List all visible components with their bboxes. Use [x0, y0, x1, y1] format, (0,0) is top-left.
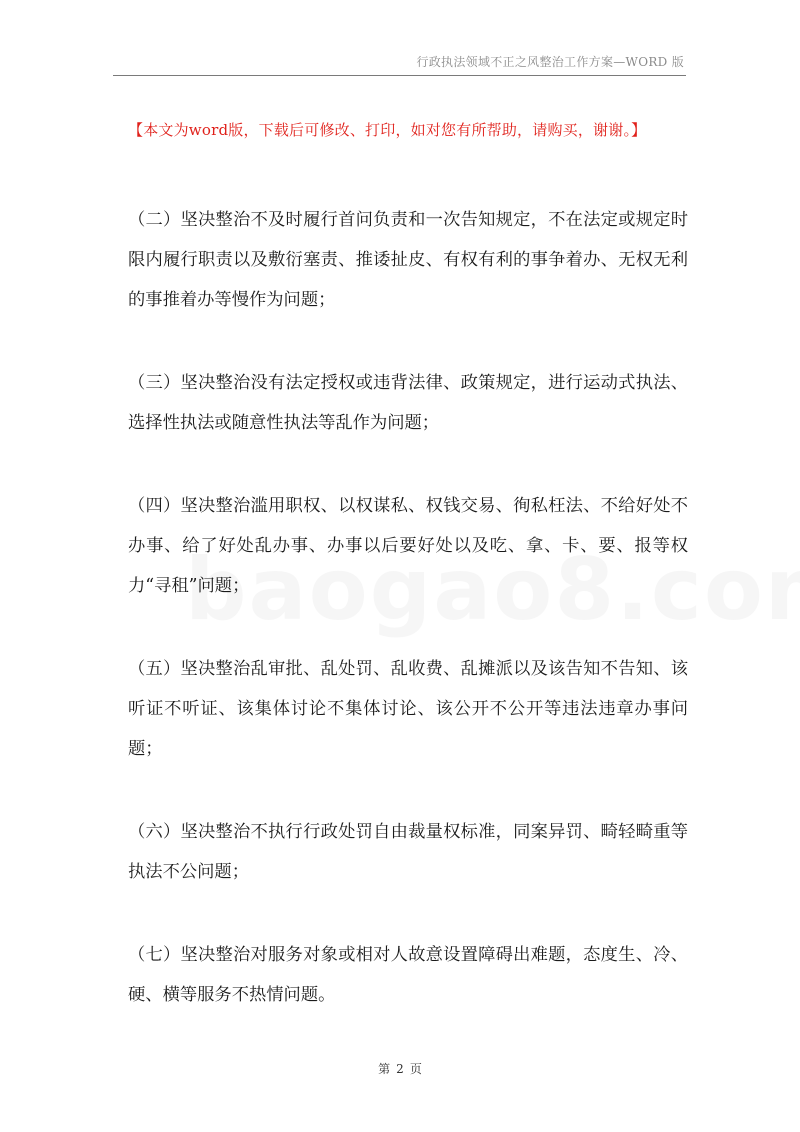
- document-body: [128, 200, 688, 1058]
- paragraph-item-4: （四）坚决整治滥用职权、以权谋私、权钱交易、徇私枉法、不给好处不办事、给了好处乱办事、办事以后要好处以及吃、拿、卡、要、报等权力“寻租”问题；: [128, 496, 688, 596]
- page-label-suffix: 页: [409, 1062, 422, 1076]
- paragraph-item-3: （三）坚决整治没有法定授权或违背法律、政策规定，进行运动式执法、选择性执法或随意性执法等乱作为问题；: [128, 373, 688, 433]
- running-header-title: 行政执法领域不正之风整治工作方案—WORD 版: [416, 55, 684, 69]
- purchase-notice: 【本文为word版，下载后可修改、打印，如对您有所帮助，请购买，谢谢。】: [128, 121, 647, 139]
- paragraph-item-5: （五）坚决整治乱审批、乱处罚、乱收费、乱摊派以及该告知不告知、该听证不听证、该集体讨论不集体讨论、该公开不公开等违法违章办事问题；: [128, 659, 688, 759]
- paragraph-item-6: （六）坚决整治不执行行政处罚自由裁量权标准，同案异罚、畸轻畸重等执法不公问题；: [128, 822, 688, 882]
- page-number: 2: [396, 1062, 404, 1076]
- header-divider: [113, 75, 686, 76]
- page-footer: [0, 1060, 800, 1077]
- paragraph-item-7: （七）坚决整治对服务对象或相对人故意设置障碍出难题，态度生、冷、硬、横等服务不热情问题。: [128, 945, 688, 1005]
- page-label-prefix: 第: [378, 1062, 391, 1076]
- paragraph-item-2: （二）坚决整治不及时履行首问负责和一次告知规定，不在法定或规定时限内履行职责以及敷衍塞责、推诿扯皮、有权有利的事争着办、无权无利的事推着办等慢作为问题；: [128, 210, 688, 310]
